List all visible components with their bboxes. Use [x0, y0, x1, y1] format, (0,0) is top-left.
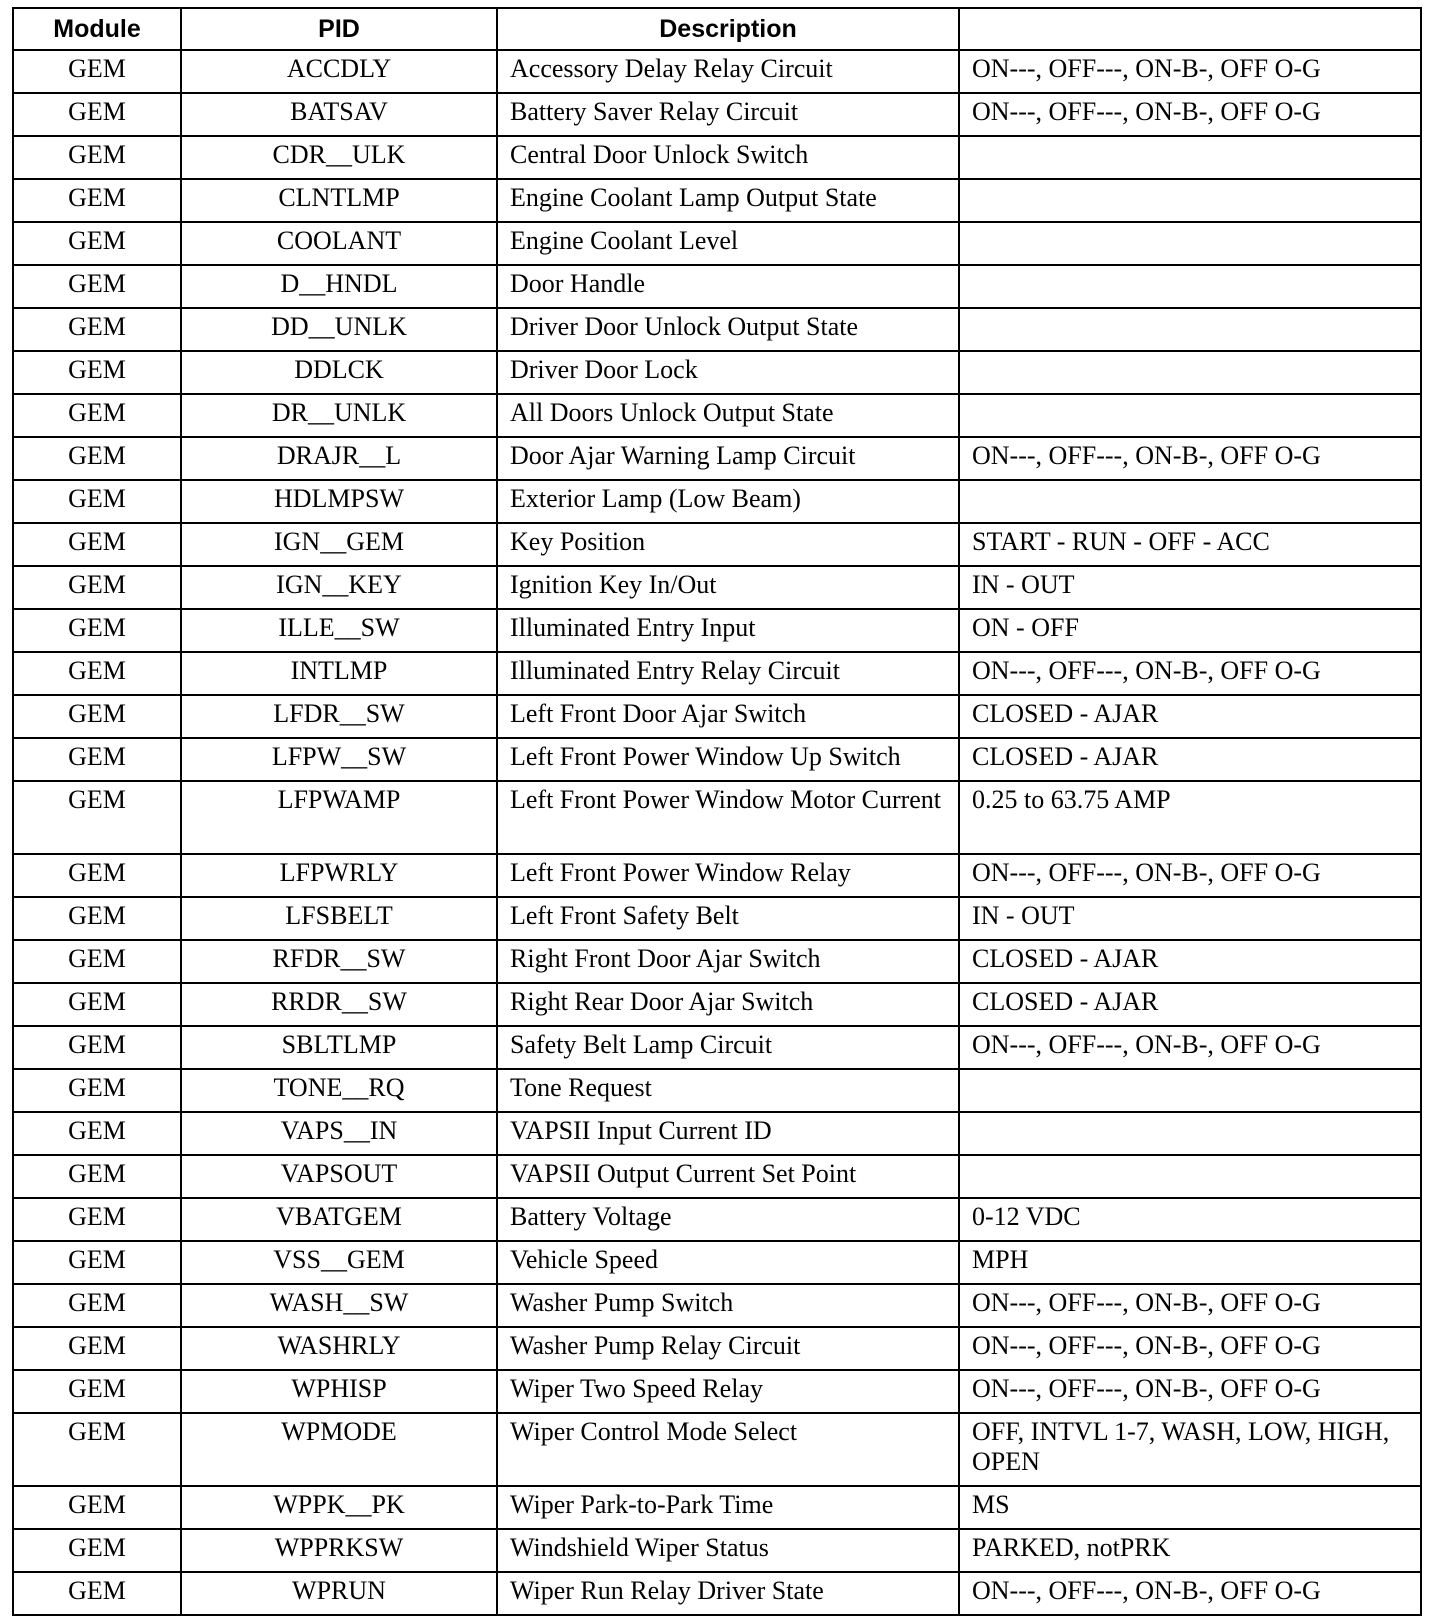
cell-pid: VBATGEM [181, 1198, 497, 1241]
cell-module: GEM [13, 1572, 181, 1615]
cell-pid: LFPWAMP [181, 781, 497, 854]
table-row [13, 1241, 1421, 1284]
cell-module: GEM [13, 437, 181, 480]
cell-description: Vehicle Speed [497, 1241, 959, 1284]
header-values [959, 8, 1421, 50]
header-row [13, 8, 1421, 50]
cell-module: GEM [13, 480, 181, 523]
cell-description: Illuminated Entry Relay Circuit [497, 652, 959, 695]
cell-values [959, 1155, 1421, 1198]
table-row [13, 179, 1421, 222]
cell-values: ON---, OFF---, ON-B-, OFF O-G [959, 1572, 1421, 1615]
cell-pid: LFPW__SW [181, 738, 497, 781]
cell-module: GEM [13, 1069, 181, 1112]
cell-module: GEM [13, 1529, 181, 1572]
cell-values: ON---, OFF---, ON-B-, OFF O-G [959, 854, 1421, 897]
cell-description: Driver Door Unlock Output State [497, 308, 959, 351]
table-row [13, 136, 1421, 179]
cell-description: Left Front Power Window Up Switch [497, 738, 959, 781]
cell-pid: LFDR__SW [181, 695, 497, 738]
cell-values: PARKED, notPRK [959, 1529, 1421, 1572]
cell-values [959, 1112, 1421, 1155]
table-row [13, 222, 1421, 265]
cell-values: ON---, OFF---, ON-B-, OFF O-G [959, 1327, 1421, 1370]
cell-module: GEM [13, 781, 181, 854]
cell-values [959, 265, 1421, 308]
cell-module: GEM [13, 738, 181, 781]
cell-description: Wiper Two Speed Relay [497, 1370, 959, 1413]
cell-pid: DDLCK [181, 351, 497, 394]
table-row [13, 566, 1421, 609]
cell-description: VAPSII Input Current ID [497, 1112, 959, 1155]
cell-module: GEM [13, 179, 181, 222]
cell-pid: WASH__SW [181, 1284, 497, 1327]
table-row [13, 265, 1421, 308]
cell-description: Right Rear Door Ajar Switch [497, 983, 959, 1026]
cell-module: GEM [13, 1112, 181, 1155]
cell-values [959, 136, 1421, 179]
cell-module: GEM [13, 351, 181, 394]
cell-pid: TONE__RQ [181, 1069, 497, 1112]
cell-pid: IGN__GEM [181, 523, 497, 566]
cell-module: GEM [13, 566, 181, 609]
table-row [13, 480, 1421, 523]
cell-pid: INTLMP [181, 652, 497, 695]
cell-description: Engine Coolant Lamp Output State [497, 179, 959, 222]
cell-values [959, 480, 1421, 523]
cell-pid: WASHRLY [181, 1327, 497, 1370]
cell-module: GEM [13, 93, 181, 136]
cell-pid: COOLANT [181, 222, 497, 265]
cell-description: Door Ajar Warning Lamp Circuit [497, 437, 959, 480]
table-row [13, 1486, 1421, 1529]
table-row [13, 1572, 1421, 1615]
cell-values: IN - OUT [959, 897, 1421, 940]
table-row [13, 1327, 1421, 1370]
table-row [13, 652, 1421, 695]
cell-module: GEM [13, 652, 181, 695]
table-row [13, 351, 1421, 394]
cell-module: GEM [13, 50, 181, 93]
cell-values: ON---, OFF---, ON-B-, OFF O-G [959, 93, 1421, 136]
cell-description: Ignition Key In/Out [497, 566, 959, 609]
table-row [13, 940, 1421, 983]
cell-module: GEM [13, 1284, 181, 1327]
cell-description: Left Front Power Window Relay [497, 854, 959, 897]
table-row [13, 781, 1421, 854]
cell-module: GEM [13, 1241, 181, 1284]
table-row [13, 983, 1421, 1026]
cell-pid: RRDR__SW [181, 983, 497, 1026]
cell-pid: DR__UNLK [181, 394, 497, 437]
cell-description: All Doors Unlock Output State [497, 394, 959, 437]
cell-description: Door Handle [497, 265, 959, 308]
cell-description: Exterior Lamp (Low Beam) [497, 480, 959, 523]
cell-values: CLOSED - AJAR [959, 738, 1421, 781]
cell-description: Washer Pump Switch [497, 1284, 959, 1327]
cell-description: Wiper Control Mode Select [497, 1413, 959, 1486]
cell-module: GEM [13, 1413, 181, 1486]
cell-module: GEM [13, 695, 181, 738]
cell-values [959, 222, 1421, 265]
table-row [13, 1529, 1421, 1572]
table-row [13, 394, 1421, 437]
cell-pid: HDLMPSW [181, 480, 497, 523]
pid-table [12, 7, 1422, 1616]
cell-pid: VSS__GEM [181, 1241, 497, 1284]
cell-description: Safety Belt Lamp Circuit [497, 1026, 959, 1069]
cell-module: GEM [13, 308, 181, 351]
cell-values: ON---, OFF---, ON-B-, OFF O-G [959, 437, 1421, 480]
cell-description: Wiper Park-to-Park Time [497, 1486, 959, 1529]
cell-pid: BATSAV [181, 93, 497, 136]
cell-description: Illuminated Entry Input [497, 609, 959, 652]
table-row [13, 308, 1421, 351]
cell-module: GEM [13, 854, 181, 897]
table-row [13, 897, 1421, 940]
cell-module: GEM [13, 1486, 181, 1529]
cell-module: GEM [13, 1327, 181, 1370]
cell-values [959, 394, 1421, 437]
cell-pid: DD__UNLK [181, 308, 497, 351]
cell-values: ON---, OFF---, ON-B-, OFF O-G [959, 50, 1421, 93]
cell-description: Right Front Door Ajar Switch [497, 940, 959, 983]
cell-pid: WPMODE [181, 1413, 497, 1486]
header-module: Module [13, 8, 181, 50]
cell-pid: WPRUN [181, 1572, 497, 1615]
cell-description: Accessory Delay Relay Circuit [497, 50, 959, 93]
table-row [13, 695, 1421, 738]
cell-values: CLOSED - AJAR [959, 940, 1421, 983]
cell-pid: WPHISP [181, 1370, 497, 1413]
cell-description: VAPSII Output Current Set Point [497, 1155, 959, 1198]
cell-values: ON---, OFF---, ON-B-, OFF O-G [959, 1284, 1421, 1327]
cell-module: GEM [13, 897, 181, 940]
cell-description: Wiper Run Relay Driver State [497, 1572, 959, 1615]
cell-values [959, 351, 1421, 394]
cell-description: Tone Request [497, 1069, 959, 1112]
cell-pid: IGN__KEY [181, 566, 497, 609]
table-row [13, 1413, 1421, 1486]
cell-module: GEM [13, 983, 181, 1026]
cell-description: Driver Door Lock [497, 351, 959, 394]
table-body [13, 50, 1421, 1615]
cell-module: GEM [13, 1026, 181, 1069]
cell-pid: CDR__ULK [181, 136, 497, 179]
table-row [13, 523, 1421, 566]
cell-description: Windshield Wiper Status [497, 1529, 959, 1572]
cell-module: GEM [13, 394, 181, 437]
cell-values [959, 1069, 1421, 1112]
cell-module: GEM [13, 940, 181, 983]
cell-values [959, 308, 1421, 351]
cell-pid: VAPSOUT [181, 1155, 497, 1198]
cell-description: Battery Saver Relay Circuit [497, 93, 959, 136]
cell-description: Left Front Power Window Motor Current [497, 781, 959, 854]
table-row [13, 1026, 1421, 1069]
cell-values [959, 179, 1421, 222]
table-row [13, 609, 1421, 652]
header-pid: PID [181, 8, 497, 50]
cell-module: GEM [13, 222, 181, 265]
table-row [13, 854, 1421, 897]
cell-pid: CLNTLMP [181, 179, 497, 222]
cell-description: Key Position [497, 523, 959, 566]
header-description: Description [497, 8, 959, 50]
cell-values: MS [959, 1486, 1421, 1529]
cell-module: GEM [13, 609, 181, 652]
table-row [13, 1370, 1421, 1413]
table-row [13, 1112, 1421, 1155]
cell-pid: WPPK__PK [181, 1486, 497, 1529]
cell-values: 0-12 VDC [959, 1198, 1421, 1241]
cell-pid: SBLTLMP [181, 1026, 497, 1069]
cell-pid: RFDR__SW [181, 940, 497, 983]
cell-values: 0.25 to 63.75 AMP [959, 781, 1421, 854]
cell-module: GEM [13, 523, 181, 566]
cell-description: Left Front Safety Belt [497, 897, 959, 940]
table-row [13, 50, 1421, 93]
cell-values: IN - OUT [959, 566, 1421, 609]
cell-values: ON---, OFF---, ON-B-, OFF O-G [959, 1026, 1421, 1069]
cell-values: ON---, OFF---, ON-B-, OFF O-G [959, 652, 1421, 695]
cell-description: Washer Pump Relay Circuit [497, 1327, 959, 1370]
cell-pid: WPPRKSW [181, 1529, 497, 1572]
table-row [13, 93, 1421, 136]
table-row [13, 1284, 1421, 1327]
cell-values: CLOSED - AJAR [959, 983, 1421, 1026]
table-row [13, 1069, 1421, 1112]
cell-pid: LFPWRLY [181, 854, 497, 897]
cell-values: CLOSED - AJAR [959, 695, 1421, 738]
cell-module: GEM [13, 265, 181, 308]
cell-module: GEM [13, 1155, 181, 1198]
cell-values: ON---, OFF---, ON-B-, OFF O-G [959, 1370, 1421, 1413]
cell-pid: DRAJR__L [181, 437, 497, 480]
cell-values: START - RUN - OFF - ACC [959, 523, 1421, 566]
table-row [13, 437, 1421, 480]
cell-pid: VAPS__IN [181, 1112, 497, 1155]
table-row [13, 738, 1421, 781]
cell-module: GEM [13, 136, 181, 179]
cell-pid: ACCDLY [181, 50, 497, 93]
cell-description: Central Door Unlock Switch [497, 136, 959, 179]
cell-values: MPH [959, 1241, 1421, 1284]
cell-pid: ILLE__SW [181, 609, 497, 652]
cell-pid: LFSBELT [181, 897, 497, 940]
cell-values: OFF, INTVL 1-7, WASH, LOW, HIGH, OPEN [959, 1413, 1421, 1486]
table-row [13, 1155, 1421, 1198]
cell-module: GEM [13, 1370, 181, 1413]
cell-pid: D__HNDL [181, 265, 497, 308]
table-row [13, 1198, 1421, 1241]
cell-module: GEM [13, 1198, 181, 1241]
cell-description: Engine Coolant Level [497, 222, 959, 265]
cell-values: ON - OFF [959, 609, 1421, 652]
cell-description: Left Front Door Ajar Switch [497, 695, 959, 738]
cell-description: Battery Voltage [497, 1198, 959, 1241]
